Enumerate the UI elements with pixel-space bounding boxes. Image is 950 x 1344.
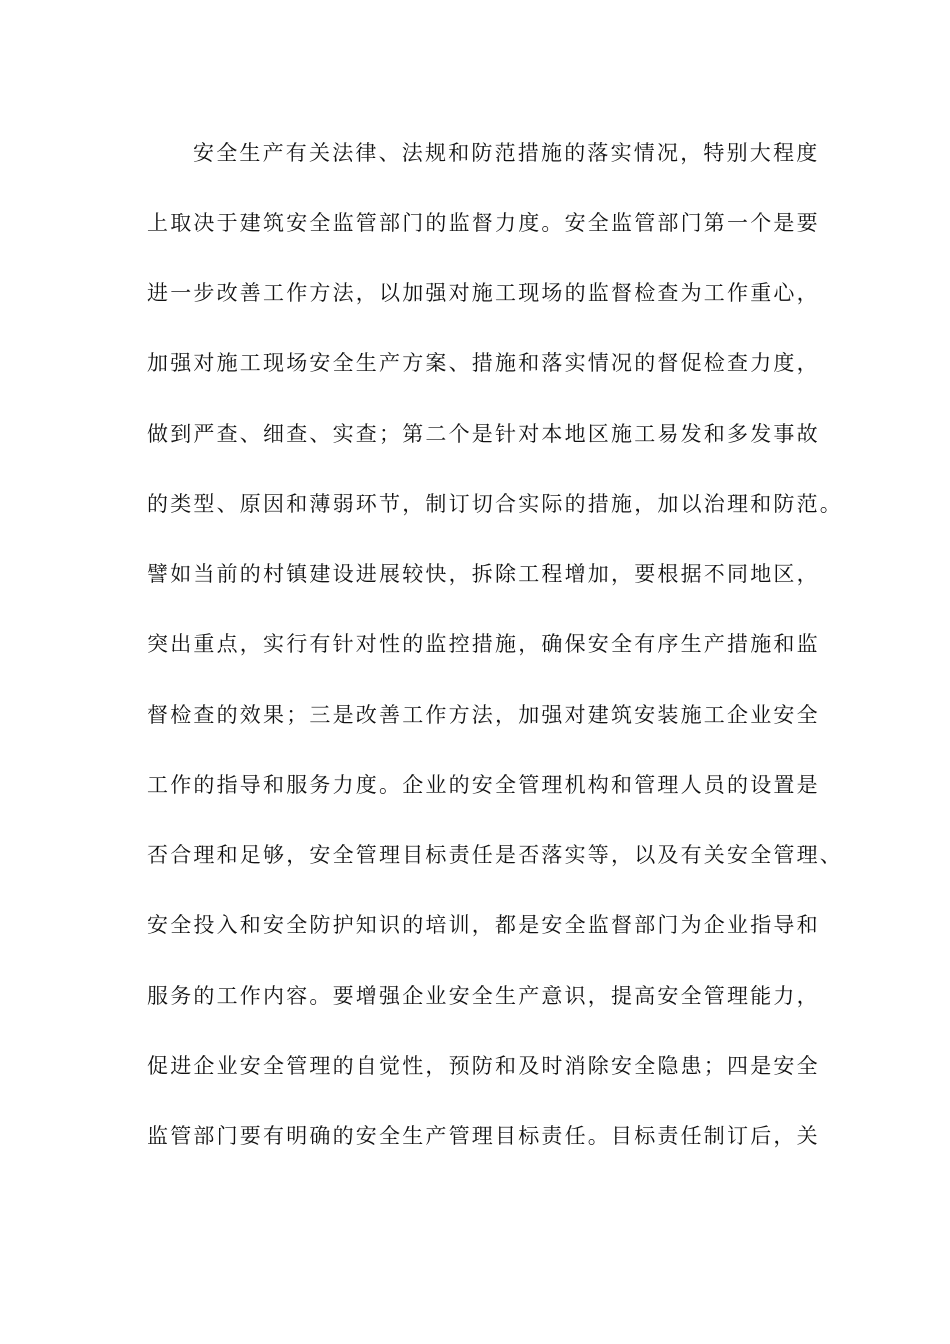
paragraph-line-10: 工作的指导和服务力度。企业的安全管理机构和管理人员的设置是 bbox=[147, 773, 820, 797]
paragraph-line-12: 安全投入和安全防护知识的培训，都是安全监督部门为企业指导和 bbox=[147, 913, 820, 937]
paragraph-line-15: 监管部门要有明确的安全生产管理目标责任。目标责任制订后，关 bbox=[147, 1124, 820, 1148]
paragraph-line-1: 安全生产有关法律、法规和防范措施的落实情况，特别大程度 bbox=[193, 141, 820, 165]
paragraph-line-8: 突出重点，实行有针对性的监控措施，确保安全有序生产措施和监 bbox=[147, 632, 820, 656]
paragraph-line-4: 加强对施工现场安全生产方案、措施和落实情况的督促检查力度， bbox=[147, 351, 820, 375]
paragraph-line-13: 服务的工作内容。要增强企业安全生产意识，提高安全管理能力， bbox=[147, 984, 820, 1008]
paragraph-line-2: 上取决于建筑安全监管部门的监督力度。安全监管部门第一个是要 bbox=[147, 211, 820, 235]
paragraph-line-9: 督检查的效果；三是改善工作方法，加强对建筑安装施工企业安全 bbox=[147, 703, 820, 727]
paragraph-line-11: 否合理和足够，安全管理目标责任是否落实等，以及有关安全管理、 bbox=[147, 843, 843, 867]
paragraph-line-7: 譬如当前的村镇建设进展较快，拆除工程增加，要根据不同地区， bbox=[147, 562, 820, 586]
paragraph-line-14: 促进企业安全管理的自觉性，预防和及时消除安全隐患；四是安全 bbox=[147, 1054, 820, 1078]
paragraph-line-3: 进一步改善工作方法，以加强对施工现场的监督检查为工作重心， bbox=[147, 281, 820, 305]
paragraph-line-5: 做到严查、细查、实查；第二个是针对本地区施工易发和多发事故 bbox=[147, 422, 820, 446]
paragraph-line-6: 的类型、原因和薄弱环节，制订切合实际的措施，加以治理和防范。 bbox=[147, 492, 843, 516]
